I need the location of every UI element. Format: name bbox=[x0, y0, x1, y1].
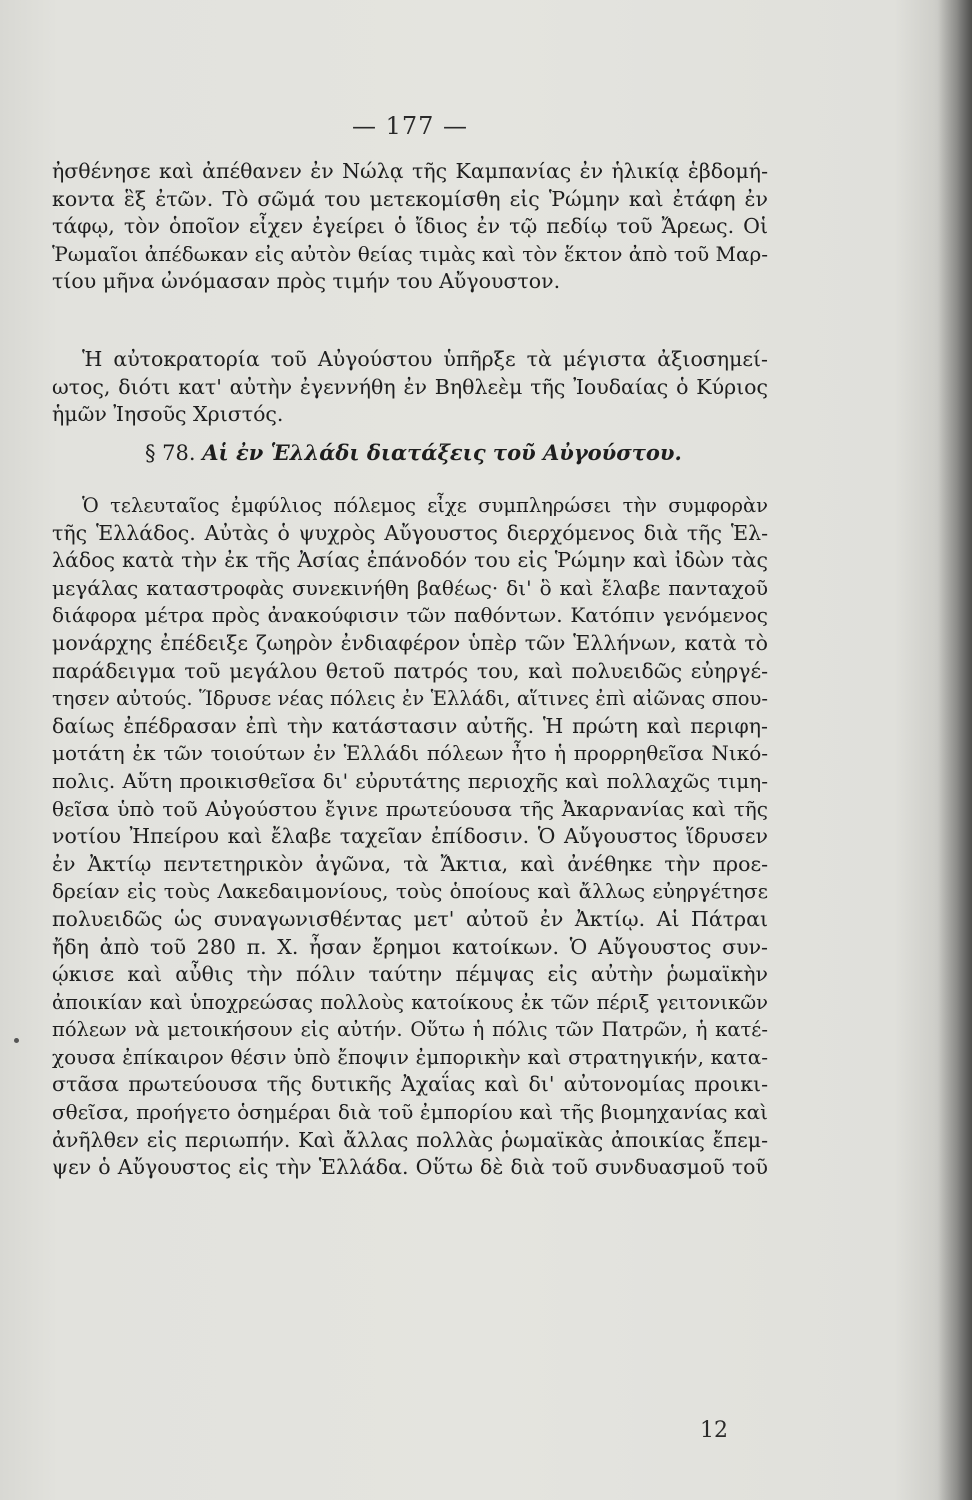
paragraph-2 bbox=[52, 346, 768, 429]
text-line: Ῥωμαῖοι ἀπέδωκαν εἰς αὐτὸν θείας τιμὰς καὶ τὸν ἕκτον ἀπὸ τοῦ Μαρ- bbox=[52, 241, 768, 266]
ink-speck bbox=[14, 1038, 19, 1043]
section-title: Αἱ ἐν Ἑλλάδι διατάξεις τοῦ Αὐγούστου. bbox=[202, 440, 682, 465]
signature-mark: 12 bbox=[700, 1418, 728, 1443]
text-line: δαίως ἐπέδρασαν ἐπὶ τὴν κατάστασιν αὐτῆς. Ἡ πρώτη καὶ περιφη- bbox=[52, 713, 768, 738]
text-line: τίου μῆνα ὠνόμασαν πρὸς τιμήν του Αὔγουστον. bbox=[52, 269, 561, 294]
text-line: διάφορα μέτρα πρὸς ἀνακούφισιν τῶν παθόντων. Κατόπιν γενόμενος bbox=[52, 603, 768, 628]
text-line: μονάρχης ἐπέδειξε ζωηρὸν ἐνδιαφέρον ὑπὲρ τῶν Ἑλλήνων, κατὰ τὸ bbox=[52, 630, 768, 655]
text-line: παράδειγμα τοῦ μεγάλου θετοῦ πατρός του, καὶ πολυειδῶς εὐηργέ- bbox=[52, 658, 768, 683]
text-line: τάφῳ, τὸν ὁποῖον εἶχεν ἐγείρει ὁ ἴδιος ἐν τῷ πεδίῳ τοῦ Ἄρεως. Οἱ bbox=[52, 214, 768, 239]
text-line: νοτίου Ἠπείρου καὶ ἔλαβε ταχεῖαν ἐπίδοσιν. Ὁ Αὔγουστος ἵδρυσεν bbox=[52, 824, 768, 849]
text-line: κοντα ἓξ ἐτῶν. Τὸ σῶμά του μετεκομίσθη εἰς Ῥώμην καὶ ἐτάφη ἐν bbox=[52, 186, 768, 211]
text-line: θεῖσα ὑπὸ τοῦ Αὐγούστου ἔγινε πρωτεύουσα τῆς Ἀκαρνανίας καὶ τῆς bbox=[52, 796, 768, 821]
text-line: ῴκισε καὶ αὖθις τὴν πόλιν ταύτην πέμψας εἰς αὐτὴν ῥωμαϊκὴν bbox=[52, 962, 768, 987]
text-line: ἡμῶν Ἰησοῦς Χριστός. bbox=[52, 402, 284, 427]
paragraph-3 bbox=[52, 492, 768, 1182]
section-heading bbox=[145, 440, 765, 465]
page-edge-shadow bbox=[938, 0, 972, 1500]
text-line: ωτος, διότι κατ' αὐτὴν ἐγεννήθη ἐν Βηθλεὲμ τῆς Ἰουδαίας ὁ Κύριος bbox=[52, 374, 768, 399]
text-line: τησεν αὐτούς. Ἵδρυσε νέας πόλεις ἐν Ἑλλάδι, αἵτινες ἐπὶ αἰῶνας σπου- bbox=[52, 687, 768, 711]
text-line: ἀποικίαν καὶ ὑποχρεώσας πολλοὺς κατοίκους ἐκ τῶν πέριξ γειτονικῶν bbox=[52, 990, 768, 1014]
text-line: Ὁ τελευταῖος ἐμφύλιος πόλεμος εἶχε συμπληρώσει τὴν συμφορὰν bbox=[82, 494, 768, 517]
paragraph-1 bbox=[52, 158, 768, 296]
page-number: — 177 — bbox=[351, 112, 469, 140]
text-line: μοτάτη ἐκ τῶν τοιούτων ἐν Ἑλλάδι πόλεων ἦτο ἡ προρρηθεῖσα Νικό- bbox=[52, 741, 768, 766]
text-line: ψεν ὁ Αὔγουστος εἰς τὴν Ἑλλάδα. Οὕτω δὲ διὰ τοῦ συνδυασμοῦ τοῦ bbox=[52, 1155, 768, 1180]
text-line: πολυειδῶς ὡς συναγωνισθέντας μετ' αὐτοῦ ἐν Ἀκτίῳ. Αἱ Πάτραι bbox=[52, 906, 768, 931]
text-line: ἠσθένησε καὶ ἀπέθανεν ἐν Νώλᾳ τῆς Καμπανίας ἐν ἡλικίᾳ ἑβδομή- bbox=[52, 159, 768, 183]
text-line: σθεῖσα, προήγετο ὁσημέραι διὰ τοῦ ἐμπορίου καὶ τῆς βιομηχανίας καὶ bbox=[52, 1100, 768, 1125]
text-line: Ἡ αὐτοκρατορία τοῦ Αὐγούστου ὑπῆρξε τὰ μέγιστα ἀξιοσημεί- bbox=[82, 347, 768, 371]
text-line: ἐν Ἀκτίῳ πεντετηρικὸν ἀγῶνα, τὰ Ἄκτια, καὶ ἀνέθηκε τὴν προε- bbox=[52, 851, 768, 876]
text-line: μεγάλας καταστροφὰς συνεκινήθη βαθέως· δι' ὃ καὶ ἔλαβε πανταχοῦ bbox=[52, 575, 768, 600]
text-line: χουσα ἐπίκαιρον θέσιν ὑπὸ ἔποψιν ἐμπορικὴν καὶ στρατηγικήν, κατα- bbox=[52, 1044, 768, 1069]
text-line: στᾶσα πρωτεύουσα τῆς δυτικῆς Ἀχαΐας καὶ δι' αὐτονομίας προικι- bbox=[52, 1072, 768, 1097]
text-line: λάδος κατὰ τὴν ἐκ τῆς Ἀσίας ἐπάνοδόν του εἰς Ῥώμην καὶ ἰδὼν τὰς bbox=[52, 548, 768, 573]
text-line: ἤδη ἀπὸ τοῦ 280 π. Χ. ἦσαν ἔρημοι κατοίκων. Ὁ Αὔγουστος συν- bbox=[52, 934, 768, 959]
text-line: ἀνῆλθεν εἰς περιωπήν. Καὶ ἄλλας πολλὰς ῥωμαϊκὰς ἀποικίας ἔπεμ- bbox=[52, 1127, 768, 1152]
text-line: τῆς Ἑλλάδος. Αὐτὰς ὁ ψυχρὸς Αὔγουστος διερχόμενος διὰ τῆς Ἑλ- bbox=[52, 520, 768, 545]
text-line: δρείαν εἰς τοὺς Λακεδαιμονίους, τοὺς ὁποίους καὶ ἄλλως εὐηργέτησε bbox=[52, 879, 768, 904]
text-line: πολις. Αὕτη προικισθεῖσα δι' εὐρυτάτης περιοχῆς καὶ πολλαχῶς τιμη- bbox=[52, 768, 768, 793]
text-line: πόλεων νὰ μετοικήσουν εἰς αὐτήν. Οὕτω ἡ πόλις τῶν Πατρῶν, ἡ κατέ- bbox=[52, 1018, 768, 1042]
section-number: § 78. bbox=[145, 441, 196, 465]
